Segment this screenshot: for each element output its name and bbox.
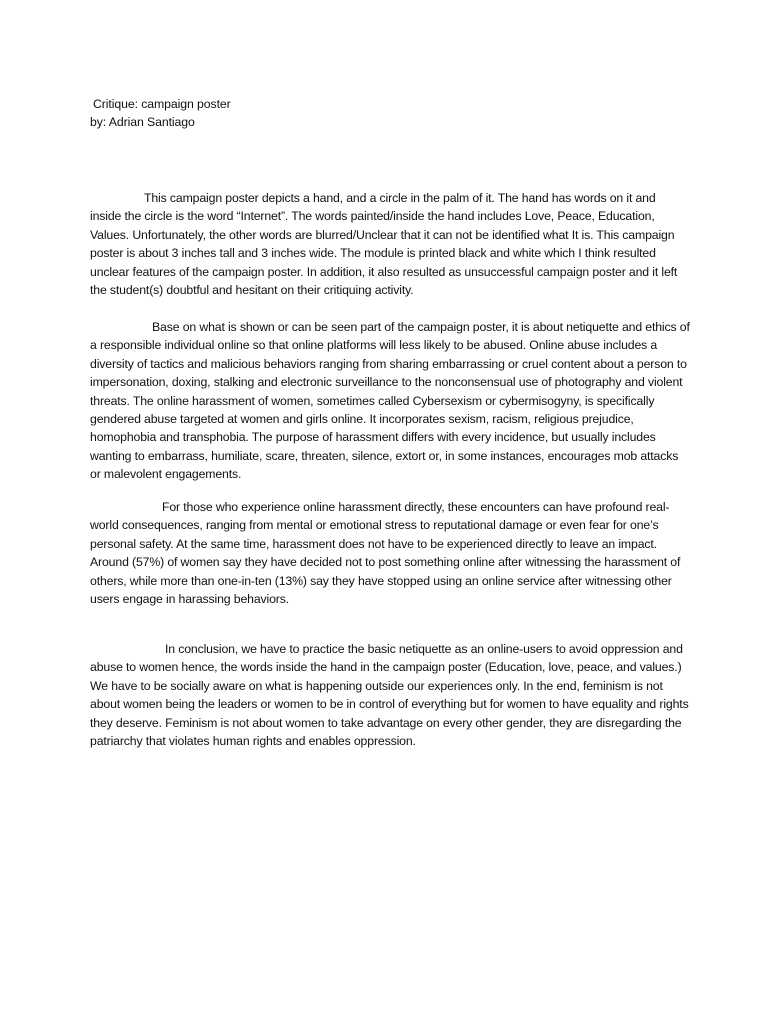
- body-paragraph-3: For those who experience online harassment directly, these encounters can have profound real-world consequences, ranging from mental or emotional stress to reputational damage or even fear for one’s personal safety. At the same time, harassment does not have to be experienced directly to leave an impact. Around (57%) of women say they have decided not to post something online after witnessing the harassment of others, while more than one-in-ten (13%) say they have stopped using an online service after witnessing other users engage in harassing behaviors.: [90, 500, 681, 607]
- body-paragraph-1: This campaign poster depicts a hand, and a circle in the palm of it. The hand has words on it and inside the circle is the word “Internet”. The words painted/inside the hand includes Love, Peace, Education, Values. Unfortunately, the other words are blurred/Unclear that it can not be identified what It is. This campaign poster is about 3 inches tall and 3 inches wide. The module is printed black and white which I think resulted unclear features of the campaign poster. In addition, it also resulted as unsuccessful campaign poster and it left the student(s) doubtful and hesitant on their critiquing activity.: [90, 191, 678, 298]
- document-heading: [90, 95, 231, 131]
- body-paragraph-2: Base on what is shown or can be seen part of the campaign poster, it is about netiquette and ethics of a responsible individual online so that online platforms will less likely to be abused. Online abuse includes a diversity of tactics and malicious behaviors ranging from sharing embarrassing or cruel content about a person to impersonation, doxing, stalking and electronic surveillance to the nonconsensual use of photography and violent threats. The online harassment of women, sometimes called Cybersexism or cybermisogyny, is specifically gendered abuse targeted at women and girls online. It incorporates sexism, racism, religious prejudice, homophobia and transphobia. The purpose of harassment differs with every incidence, but usually includes wanting to embarrass, humiliate, scare, threaten, silence, extort or, in some instances, encourages mob attacks or malevolent engagements.: [90, 320, 690, 482]
- document-author: by: Adrian Santiago: [90, 115, 195, 129]
- body-paragraph-4: In conclusion, we have to practice the basic netiquette as an online-users to avoid oppression and abuse to women hence, the words inside the hand in the campaign poster (Education, love, peace, and values.) We have to be socially aware on what is happening outside our experiences only. In the end, feminism is not about women being the leaders or women to be in control of everything but for women to have equality and rights they deserve. Feminism is not about women to take advantage on every other gender, they are disregarding the patriarchy that violates human rights and enables oppression.: [90, 642, 689, 749]
- document-title: Critique: campaign poster: [93, 97, 231, 111]
